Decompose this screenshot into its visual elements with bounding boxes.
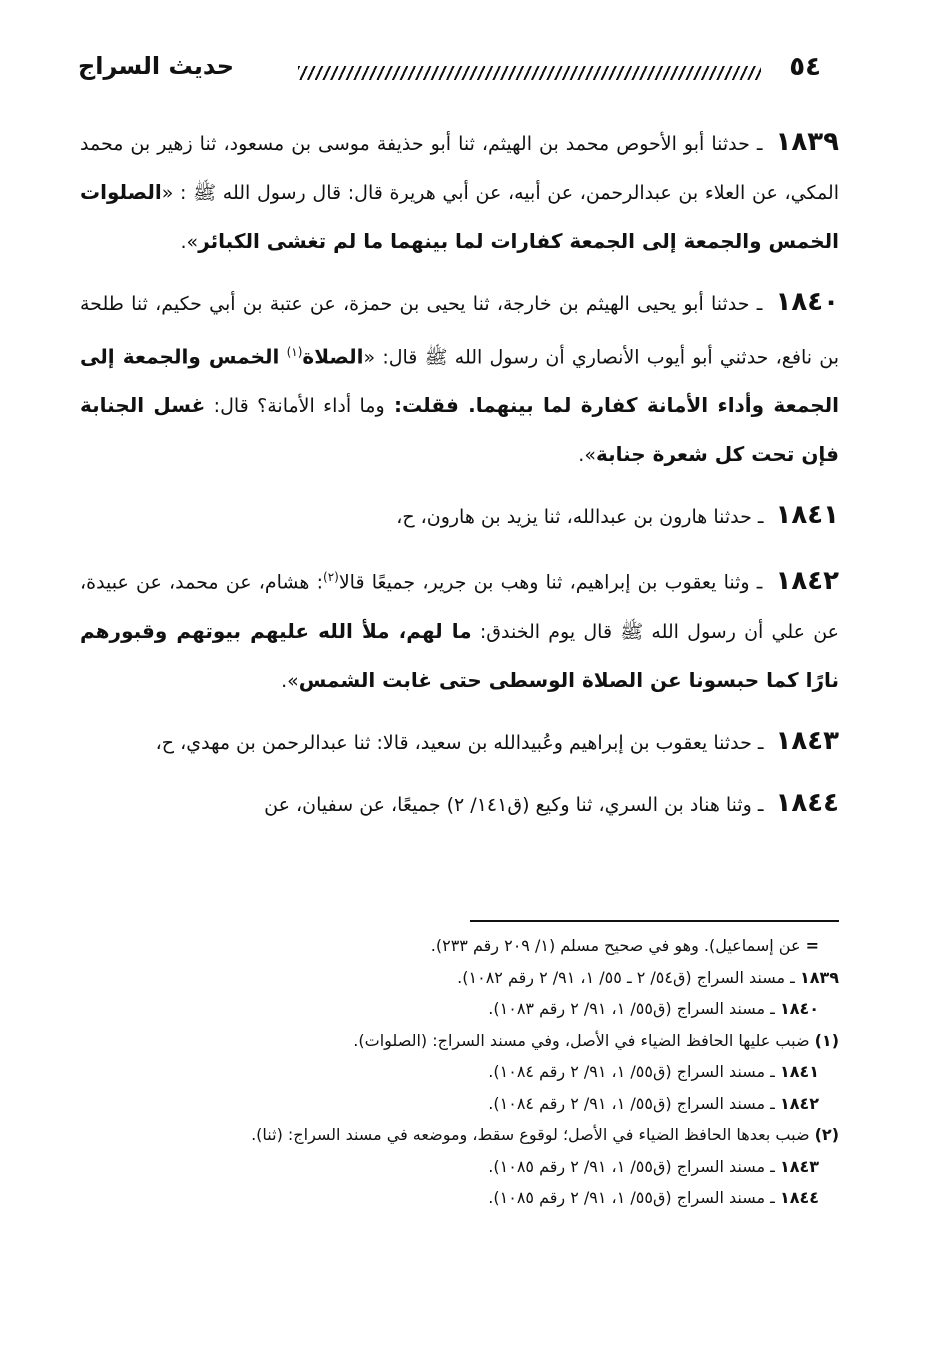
footnote-ref: ١٨٤٤ [779, 1188, 819, 1207]
hadith-quote: غسل الجنابة فإن تحت كل شعرة جنابة [80, 393, 839, 467]
hadith-text: ـ حدثنا هارون بن عبدالله، ثنا يزيد بن هارون، ح، [396, 506, 764, 529]
footnote-text: ـ مسند السراج (ق٥٥/ ١، ٩١/ ٢ رقم ١٠٨٤). [488, 1093, 780, 1113]
header-rule [298, 66, 761, 80]
hadith-text: ـ حدثنا أبو يحيى الهيثم بن خارجة، ثنا يحيى بن حمزة، عن عتبة بن أبي حكيم، ثنا طلحة بن نافع، حدثني أبو أيوب الأنصاري أن رسول الله ﷺ قال: « [80, 293, 839, 369]
hadith-text: ـ وثنا هناد بن السري، ثنا وكيع (ق١٤١/ ٢) جميعًا، عن سفيان، عن [264, 793, 764, 816]
footnote [80, 1151, 839, 1183]
hadith-number: ١٨٤١ [775, 500, 839, 531]
footnotes [80, 930, 839, 1214]
hadith-ending: ». [578, 444, 596, 467]
footnote-text: ضبب عليها الحافظ الضياء في الأصل، وفي مسند السراج: (الصلوات). [353, 1030, 815, 1050]
footnote-text: ـ مسند السراج (ق٥٤/ ٢ ـ ٥٥/ ١، ٩١/ ٢ رقم ١٠٨٢). [457, 967, 800, 987]
footnote-ref: ١٨٤٠ [779, 999, 819, 1018]
hadith-1841 [80, 491, 839, 541]
hadith-ending: ». [180, 231, 199, 253]
hadith-quote: الصلوات الخمس والجمعة إلى الجمعة كفارات لما بينهما ما لم تغشى الكبائر [80, 180, 839, 253]
footnote-ref: ١٨٣٩ [799, 967, 839, 987]
footnote [80, 993, 839, 1025]
hadith-number: ١٨٤٤ [775, 787, 839, 818]
footnote [80, 1088, 839, 1120]
hadith-number: ١٨٣٩ [775, 127, 839, 157]
footnote-text: ضبب بعدها الحافظ الضياء في الأصل؛ لوقوع سقط، وموضعه في مسند السراج: (ثنا). [251, 1125, 815, 1144]
footnote-text: ـ مسند السراج (ق٥٥/ ١، ٩١/ ٢ رقم ١٠٨٤). [488, 1062, 780, 1081]
footnote-ref: (١) [814, 1030, 839, 1050]
hadith-ending: ». [281, 669, 299, 692]
footnote [80, 930, 839, 962]
hadith-text: ـ حدثنا أبو الأحوص محمد بن الهيثم، ثنا أبو حذيفة موسى بن مسعود، ثنا زهير بن محمد المكي، عن العلاء بن عبدالرحمن، عن أبيه، عن أبي هريرة قال: قال رسول الله ﷺ : « [80, 133, 839, 204]
hadith-quote: الخمس والجمعة إلى الجمعة وأداء الأمانة كفارة لما بينهما. فقلت: [80, 344, 840, 418]
hadith-number: ١٨٤٠ [775, 287, 839, 317]
hadith-text: : هشام، عن محمد، عن عبيدة، عن علي أن رسول الله ﷺ قال يوم الخندق: [80, 571, 839, 643]
footnote-text: ـ مسند السراج (ق٥٥/ ١، ٩١/ ٢ رقم ١٠٨٣). [488, 999, 780, 1018]
footnote-mark: (١) [286, 345, 303, 359]
hadith-text: وما أداء الأمانة؟ قال: [205, 395, 385, 418]
page-number: ٥٤ [789, 52, 821, 82]
footnote [80, 1119, 839, 1151]
footnote-separator [470, 920, 839, 922]
footnote-text: ـ مسند السراج (ق٥٥/ ١، ٩١/ ٢ رقم ١٠٨٥). [488, 1188, 780, 1207]
footnote [80, 1182, 839, 1214]
hadith-1839 [80, 118, 839, 266]
hadith-1843 [80, 717, 839, 767]
footnote [80, 962, 839, 994]
hadith-quote: ما لهم، ملأ الله عليهم بيوتهم وقبورهم نارًا كما حبسونا عن الصلاة الوسطى حتى غابت الشمس [80, 618, 839, 692]
hadith-1844 [80, 779, 839, 829]
hadith-text: ـ وثنا يعقوب بن إبراهيم، ثنا وهب بن جرير، جميعًا قالا [338, 571, 763, 594]
hadith-number: ١٨٤٢ [775, 565, 840, 596]
footnote-text: ـ مسند السراج (ق٥٥/ ١، ٩١/ ٢ رقم ١٠٨٥). [488, 1156, 780, 1176]
footnote [80, 1056, 839, 1088]
footnote-ref: ١٨٤١ [779, 1062, 819, 1081]
footnote-ref: (٢) [814, 1125, 839, 1144]
footnote-text: عن إسماعيل). وهو في صحيح مسلم (١/ ٢٠٩ رقم ٢٣٣). [430, 936, 806, 955]
footnote-ref: ١٨٤٣ [779, 1156, 819, 1176]
footnote [80, 1025, 839, 1057]
hadith-number: ١٨٤٣ [775, 725, 839, 756]
hadith-quote: الصلاة [302, 344, 364, 369]
footnote-mark: (٢) [323, 570, 339, 585]
hadith-1840 [80, 278, 839, 479]
hadith-text: ـ حدثنا يعقوب بن إبراهيم وعُبيدالله بن سعيد، قالا: ثنا عبدالرحمن بن مهدي، ح، [155, 731, 764, 754]
running-header [78, 52, 821, 100]
hadith-1842 [80, 553, 839, 704]
main-text [80, 118, 839, 841]
footnote-ref: ١٨٤٢ [779, 1093, 819, 1113]
footnote-ref: = [805, 936, 819, 955]
book-title: حديث السراج [78, 52, 235, 80]
